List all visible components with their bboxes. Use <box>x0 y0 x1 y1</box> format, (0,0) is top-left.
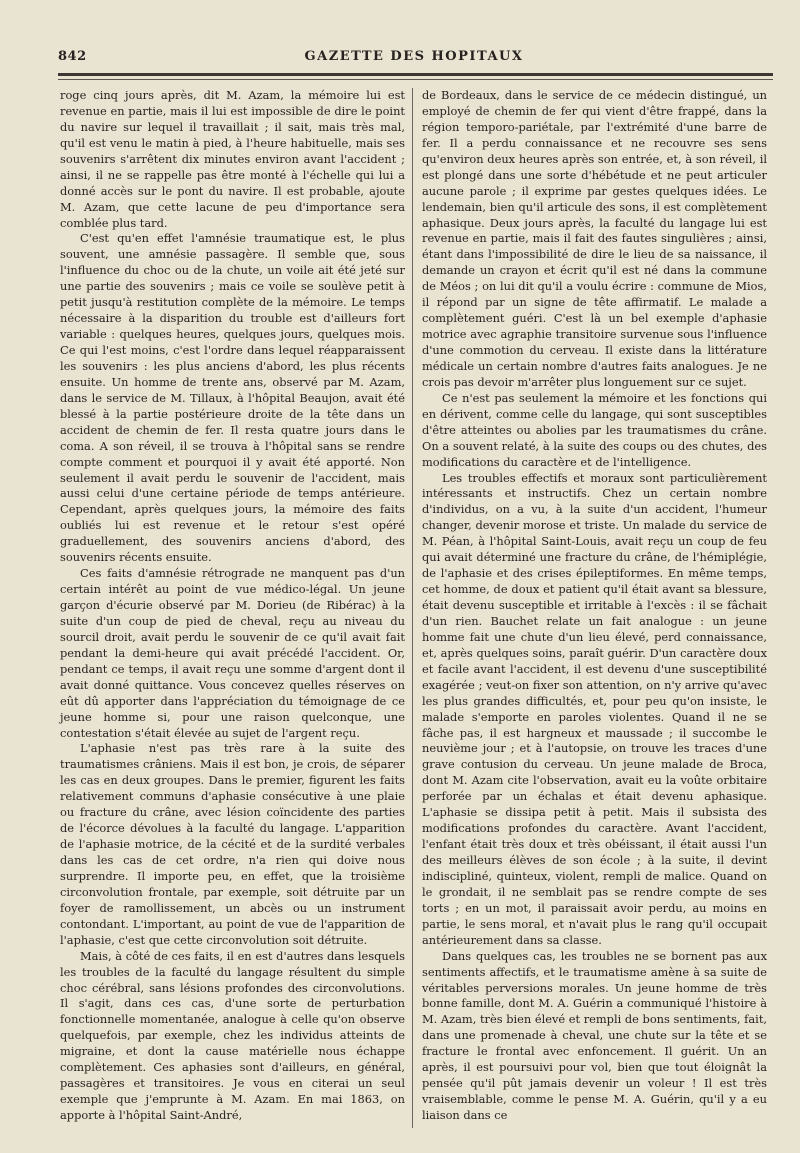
paragraph: Ces faits d'amnésie rétrograde ne manquent pas d'un certain intérêt au point de vue médico-légal. Un jeune garçon d'écurie observé par M. Dorieu (de Ribérac) à la suite d'un coup de pied de cheval, reçu au niveau du sourcil droit, avait perdu le souvenir de ce qu'il avait fait pendant la demi-heure qui avait précédé l'accident. Or, pendant ce temps, il avait reçu une somme d'argent dont il avait donné quittance. Vous concevez quelles réserves on eût dû apporter dans l'appréciation du témoignage de ce jeune homme si, pour une raison quelconque, une contestation s'était élevée au sujet de l'argent reçu. <box>60 566 405 740</box>
page-header <box>58 44 770 74</box>
header-rule-thick <box>58 73 773 76</box>
left-column <box>60 88 405 1124</box>
right-column <box>422 88 767 1124</box>
journal-title: GAZETTE DES HOPITAUX <box>304 49 524 64</box>
column-divider <box>412 88 413 1128</box>
paragraph: de Bordeaux, dans le service de ce médecin distingué, un employé de chemin de fer qui vient d'être frappé, dans la région temporo-pariétale, par l'extrémité d'une barre de fer. Il a perdu connaissance et ne recouvre ses sens qu'environ deux heures après son entrée, et, à son réveil, il est plongé dans une sorte d'hébétude et ne peut articuler aucune parole ; il exprime par gestes quelques idées. Le lendemain, bien qu'il articule des sons, il est complètement aphasique. Deux jours après, la faculté du langage lui est revenue en partie, mais il fait des fautes singulières ; ainsi, étant dans l'impossibilité de dire le lieu de sa naissance, il demande un crayon et écrit qu'il est né dans la commune de Méos ; on lui dit qu'il a voulu écrire : commune de Mios, il répond par un signe de tête affirmatif. Le malade a complètement guéri. C'est là un bel exemple d'aphasie motrice avec agraphie transitoire survenue sous l'influence d'une commotion du cerveau. Il existe dans la littérature médicale un certain nombre d'autres faits analogues. Je ne crois pas devoir m'arrêter plus longuement sur ce sujet. <box>422 88 767 389</box>
paragraph: C'est qu'en effet l'amnésie traumatique est, le plus souvent, une amnésie passagère. Il semble que, sous l'influence du choc ou de la chute, un voile ait été jeté sur une partie des souvenirs ; mais ce voile se soulève petit à petit jusqu'à restitution complète de la mémoire. Le temps nécessaire à la disparition du trouble est d'ailleurs fort variable : quelques heures, quelques jours, quelques mois. Ce qui l'est moins, c'est l'ordre dans lequel réapparaissent les souvenirs : les plus anciens d'abord, les plus récents ensuite. Un homme de trente ans, observé par M. Azam, dans le service de M. Tillaux, à l'hôpital Beaujon, avait été blessé à la partie postérieure droite de la tête dans un accident de chemin de fer. Il resta quatre jours dans le coma. A son réveil, il se trouva à l'hôpital sans se rendre compte comment et pourquoi il y avait été apporté. Non seulement il avait perdu le souvenir de l'accident, mais aussi celui d'une certaine période de temps antérieure. Cependant, après quelques jours, la mémoire des faits oubliés lui est revenue et le retour s'est opéré graduellement, des souvenirs anciens d'abord, des souvenirs récents ensuite. <box>60 231 405 565</box>
paragraph: Dans quelques cas, les troubles ne se bornent pas aux sentiments affectifs, et le traumatisme amène à sa suite de véritables perversions morales. Un jeune homme de très bonne famille, dont M. A. Guérin a communiqué l'histoire à M. Azam, très bien élevé et rempli de bons sentiments, fait, dans une promenade à cheval, une chute sur la tête et se fracture le frontal avec enfoncement. Il guérit. Un an après, il est poursuivi pour vol, bien que tout éloignât la pensée qu'il pût jamais devenir un voleur ! Il est très vraisemblable, comme le pense M. A. Guérin, qu'il y a eu liaison dans ce <box>422 948 768 1122</box>
paragraph: Ce n'est pas seulement la mémoire et les fonctions qui en dérivent, comme celle du langage, qui sont susceptibles d'être atteintes ou abolies par les traumatismes du crâne. On a souvent relaté, à la suite des coups ou des chutes, des modifications du caractère et de l'intelligence. <box>422 390 767 469</box>
header-rule-thin <box>58 79 773 80</box>
page-number: 842 <box>58 49 87 64</box>
paragraph: Les troubles effectifs et moraux sont particulièrement intéressants et instructifs. Chez un certain nombre d'individus, on a vu, à la suite d'un accident, l'humeur changer, devenir morose et triste. Un malade du service de M. Péan, à l'hôpital Saint-Louis, avait reçu un coup de feu qui avait déterminé une fracture du crâne, de l'hémiplégie, de l'aphasie et des crises épileptiformes. En même temps, cet homme, de doux et patient qu'il était avant sa blessure, était devenu susceptible et irritable à l'excès : il se fâchait d'un rien. Bauchet relate un fait analogue : un jeune homme fait une chute d'un lieu élevé, perd connaissance, et, après quelques soins, paraît guérir. D'un caractère doux et facile avant l'accident, il est devenu d'une susceptibilité exagérée ; veut-on fixer son attention, on n'y arrive qu'avec les plus grandes difficultés, et, pour peu qu'on insiste, le malade s'emporte en paroles violentes. Quand il ne se fâche pas, il est hargneux et maussade ; il succombe le neuvième jour ; et à l'autopsie, on trouve les traces d'une grave contusion du cerveau. Un jeune malade de Broca, dont M. Azam cite l'observation, avait eu la voûte orbitaire perforée par un échalas et était devenu aphasique. L'aphasie se dissipa petit à petit. Mais il subsista des modifications profondes du caractère. Avant l'accident, l'enfant était très doux et très obéissant, il était aussi l'un des meilleurs élèves de son école ; à la suite, il devint indiscipliné, quinteux, violent, rempli de malice. Quand on le grondait, il ne semblait pas se rendre compte de ses torts ; en un mot, il paraissait avoir perdu, au moins en partie, le sens moral, et n'avait plus le rang qu'il occupait antérieurement dans sa classe. <box>422 470 767 947</box>
paragraph: roge cinq jours après, dit M. Azam, la mémoire lui est revenue en partie, mais il lui est impossible de dire le point du navire sur lequel il travaillait ; il sait, mais très mal, qu'il est venu le matin à pied, à l'heure habituelle, mais ses souvenirs s'arrêtent dix minutes environ avant l'accident ; ainsi, il ne se rappelle pas être monté à l'échelle qui lui a donné accès sur le pont du navire. Il est probable, ajoute M. Azam, que cette lacune de peu d'importance sera comblée plus tard. <box>60 88 405 230</box>
paragraph: L'aphasie n'est pas très rare à la suite des traumatismes crâniens. Mais il est bon, je crois, de séparer les cas en deux groupes. Dans le premier, figurent les faits relativement communs d'aphasie consécutive à une plaie ou fracture du crâne, avec lésion coïncidente des parties de l'écorce dévolues à la faculté du langage. L'apparition de l'aphasie motrice, de la cécité et de la surdité verbales dans les cas de cet ordre, n'a rien qui doive nous surprendre. Il importe peu, en effet, que la troisième circonvolution frontale, par exemple, soit détruite par un foyer de ramollissement, un abcès ou un instrument contondant. L'important, au point de vue de l'apparition de l'aphasie, c'est que cette circonvolution soit détruite. <box>60 741 405 947</box>
paragraph: Mais, à côté de ces faits, il en est d'autres dans lesquels les troubles de la faculté du langage résultent du simple choc cérébral, sans lésions profondes des circonvolutions. Il s'agit, dans ces cas, d'une sorte de perturbation fonctionnelle momentanée, analogue à celle qu'on observe quelquefois, par exemple, chez les individus atteints de migraine, et dont la cause matérielle nous échappe complètement. Ces aphasies sont d'ailleurs, en général, passagères et transitoires. Je vous en citerai un seul exemple que j'emprunte à M. Azam. En mai 1863, on apporte à l'hôpital Saint-André, <box>60 948 405 1122</box>
